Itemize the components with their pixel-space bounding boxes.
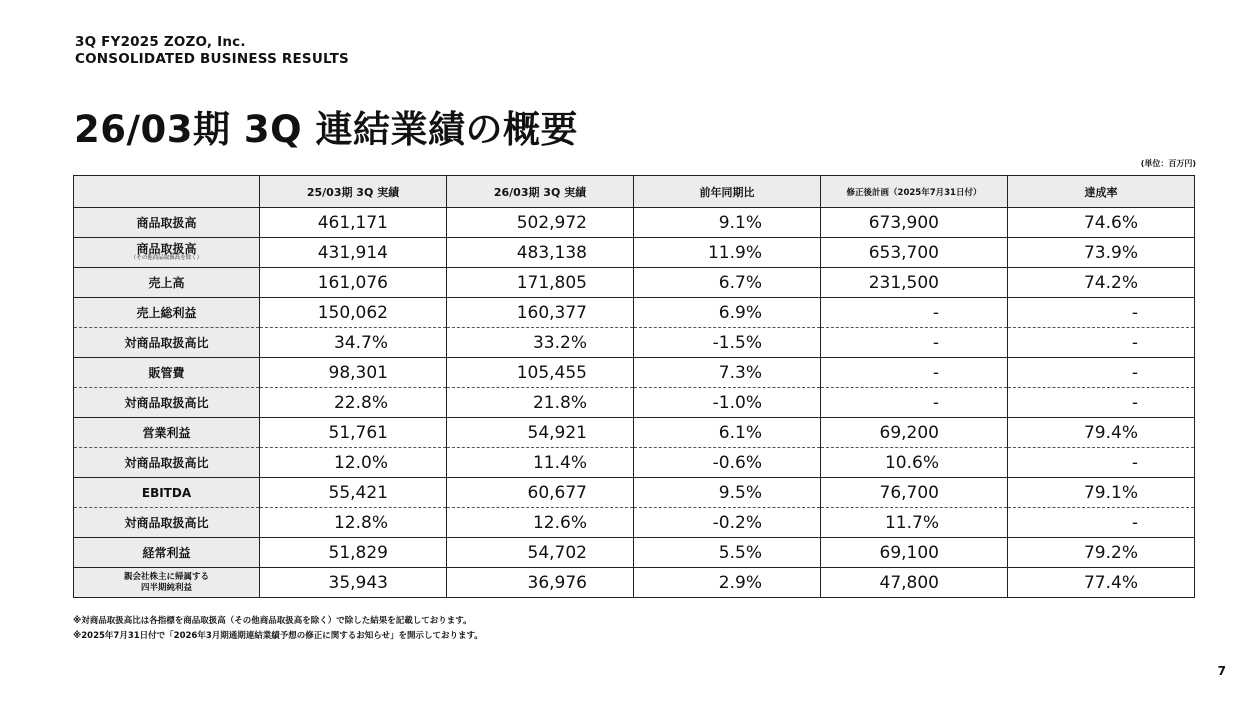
- table-cell: 171,805: [447, 268, 634, 298]
- table-cell: 74.2%: [1008, 268, 1195, 298]
- table-cell: -: [821, 358, 1008, 388]
- footnote: ※対商品取扱高比は各指標を商品取扱高（その他商品取扱高を除く）で除した結果を記載しております。: [73, 616, 472, 626]
- table-row: [74, 238, 1195, 268]
- table-cell: 12.6%: [447, 508, 634, 538]
- table-cell: 33.2%: [447, 328, 634, 358]
- table-cell: 10.6%: [821, 448, 1008, 478]
- row-label: 対商品取扱高比: [74, 388, 260, 418]
- row-label: 対商品取扱高比: [74, 328, 260, 358]
- table-cell: -: [1008, 328, 1195, 358]
- row-label: 対商品取扱高比: [74, 508, 260, 538]
- footnote: ※2025年7月31日付で「2026年3月期通期連結業績予想の修正に関するお知らせ」を開示しております。: [73, 631, 483, 641]
- table-cell: 9.1%: [634, 208, 821, 238]
- table-row: [74, 508, 1195, 538]
- table-row: [74, 328, 1195, 358]
- column-header: 25/03期 3Q 実績: [260, 176, 447, 208]
- table-cell: -1.5%: [634, 328, 821, 358]
- table-cell: 51,829: [260, 538, 447, 568]
- table-cell: -: [1008, 388, 1195, 418]
- table-cell: 6.9%: [634, 298, 821, 328]
- table-cell: 7.3%: [634, 358, 821, 388]
- table-cell: 79.4%: [1008, 418, 1195, 448]
- column-header: 26/03期 3Q 実績: [447, 176, 634, 208]
- table-cell: 461,171: [260, 208, 447, 238]
- table-row: [74, 538, 1195, 568]
- row-label: [74, 568, 260, 598]
- row-label: 売上総利益: [74, 298, 260, 328]
- table-cell: 54,702: [447, 538, 634, 568]
- row-label: [74, 238, 260, 268]
- table-cell: 105,455: [447, 358, 634, 388]
- unit-note: (単位：百万円): [1140, 159, 1196, 168]
- table-cell: 2.9%: [634, 568, 821, 598]
- table-cell: 483,138: [447, 238, 634, 268]
- table-cell: -: [1008, 448, 1195, 478]
- table-cell: -1.0%: [634, 388, 821, 418]
- row-label: 商品取扱高: [74, 208, 260, 238]
- table-cell: 47,800: [821, 568, 1008, 598]
- table-cell: 431,914: [260, 238, 447, 268]
- table-cell: 12.8%: [260, 508, 447, 538]
- table-cell: 79.2%: [1008, 538, 1195, 568]
- table-cell: 55,421: [260, 478, 447, 508]
- table-cell: 231,500: [821, 268, 1008, 298]
- table-cell: 34.7%: [260, 328, 447, 358]
- table-cell: 69,100: [821, 538, 1008, 568]
- table-cell: -: [1008, 358, 1195, 388]
- report-header: [75, 34, 349, 68]
- row-label: 対商品取扱高比: [74, 448, 260, 478]
- table-cell: -0.6%: [634, 448, 821, 478]
- table-cell: -: [821, 388, 1008, 418]
- row-label: 販管費: [74, 358, 260, 388]
- table-cell: 653,700: [821, 238, 1008, 268]
- header-corner: [74, 176, 260, 208]
- row-label: 売上高: [74, 268, 260, 298]
- table-cell: 673,900: [821, 208, 1008, 238]
- table-cell: 160,377: [447, 298, 634, 328]
- table-cell: 21.8%: [447, 388, 634, 418]
- row-label-main: 親会社株主に帰属する: [123, 571, 209, 582]
- table-cell: 54,921: [447, 418, 634, 448]
- table-row: [74, 208, 1195, 238]
- table-cell: -: [821, 328, 1008, 358]
- row-label: EBITDA: [74, 478, 260, 508]
- table-cell: 36,976: [447, 568, 634, 598]
- table-cell: 11.4%: [447, 448, 634, 478]
- table-cell: 12.0%: [260, 448, 447, 478]
- table-cell: 76,700: [821, 478, 1008, 508]
- table-row: [74, 388, 1195, 418]
- table-cell: 6.7%: [634, 268, 821, 298]
- table-row: [74, 268, 1195, 298]
- table-cell: 11.7%: [821, 508, 1008, 538]
- footnotes: [73, 614, 483, 644]
- column-header: 修正後計画（2025年7月31日付）: [821, 176, 1008, 208]
- table-cell: 11.9%: [634, 238, 821, 268]
- table-cell: 77.4%: [1008, 568, 1195, 598]
- row-label-sub: 四半期純利益: [140, 582, 192, 593]
- table-cell: 6.1%: [634, 418, 821, 448]
- table-cell: 73.9%: [1008, 238, 1195, 268]
- table-cell: 51,761: [260, 418, 447, 448]
- table-cell: 150,062: [260, 298, 447, 328]
- page-number: 7: [1217, 664, 1226, 678]
- table-cell: -: [1008, 298, 1195, 328]
- row-label: 経常利益: [74, 538, 260, 568]
- table-cell: -: [1008, 508, 1195, 538]
- table-cell: 69,200: [821, 418, 1008, 448]
- row-label-sub: （その他商品取扱高を除く）: [130, 255, 203, 261]
- table-header-row: [74, 176, 1195, 208]
- table-cell: 502,972: [447, 208, 634, 238]
- table-row: [74, 358, 1195, 388]
- table-cell: 35,943: [260, 568, 447, 598]
- row-label: 営業利益: [74, 418, 260, 448]
- table-cell: 5.5%: [634, 538, 821, 568]
- table-row: [74, 418, 1195, 448]
- table-cell: 98,301: [260, 358, 447, 388]
- table-cell: 74.6%: [1008, 208, 1195, 238]
- table-row: [74, 568, 1195, 598]
- table-row: [74, 448, 1195, 478]
- report-subtitle: 3Q FY2025 ZOZO, Inc.: [75, 34, 246, 50]
- page-title: 26/03期 3Q 連結業績の概要: [74, 108, 578, 151]
- column-header: 前年同期比: [634, 176, 821, 208]
- column-header: 達成率: [1008, 176, 1195, 208]
- report-section: CONSOLIDATED BUSINESS RESULTS: [75, 51, 349, 67]
- table-row: [74, 478, 1195, 508]
- results-table: [73, 175, 1195, 598]
- row-label-main: 商品取扱高: [136, 242, 197, 256]
- table-cell: 9.5%: [634, 478, 821, 508]
- table-cell: 79.1%: [1008, 478, 1195, 508]
- table-cell: 22.8%: [260, 388, 447, 418]
- table-cell: 60,677: [447, 478, 634, 508]
- table-cell: -0.2%: [634, 508, 821, 538]
- table-row: [74, 298, 1195, 328]
- table-cell: -: [821, 298, 1008, 328]
- table-cell: 161,076: [260, 268, 447, 298]
